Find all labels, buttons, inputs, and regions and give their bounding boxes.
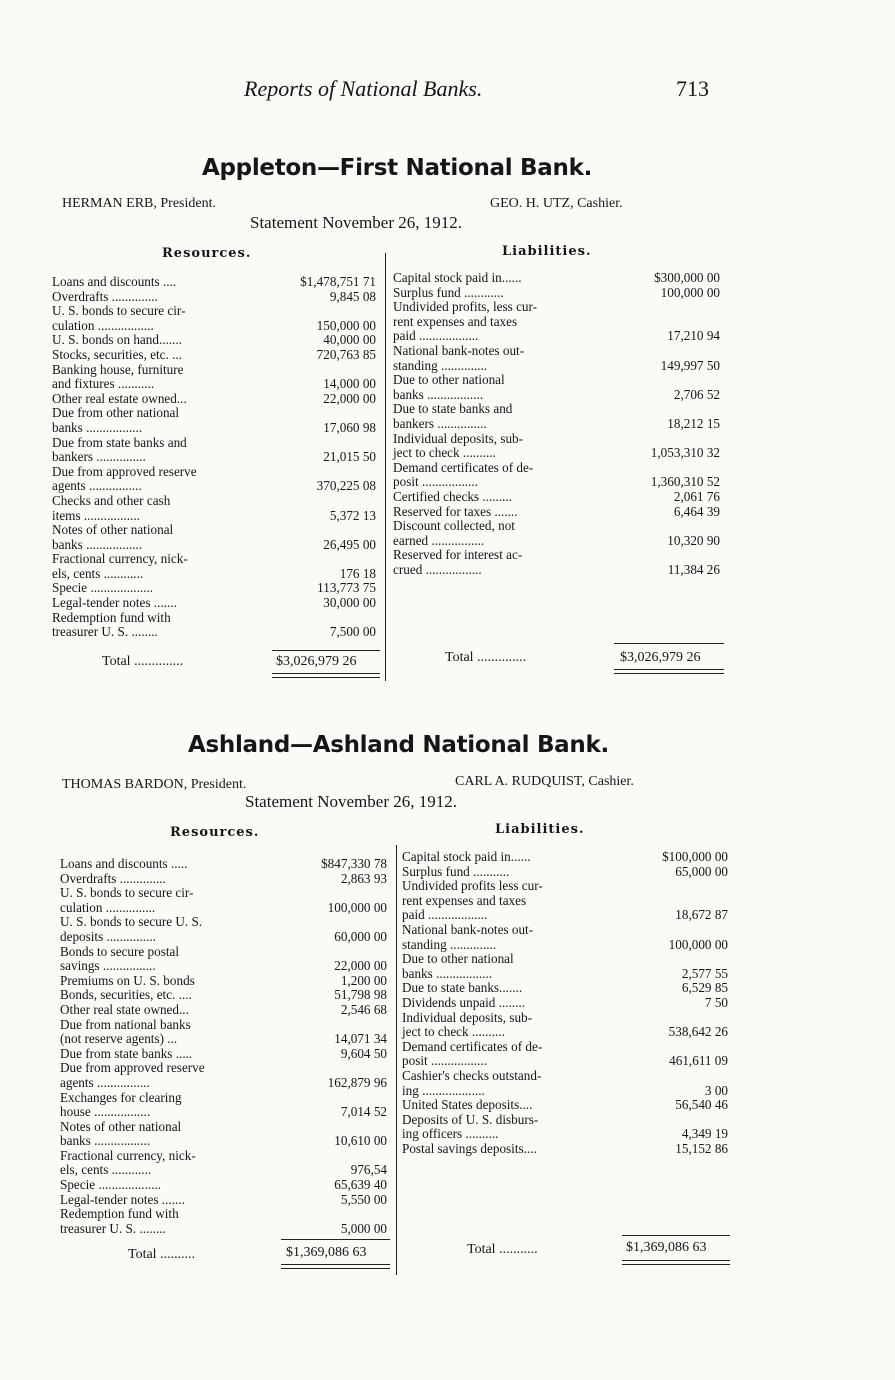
statement-date: Statement November 26, 1912. [250, 213, 462, 232]
liability-item [393, 271, 720, 286]
item-amount: 976,54 [350, 1162, 387, 1178]
statement-date: Statement November 26, 1912. [245, 792, 457, 811]
item-label: Due from national banks (not reserve agents) ... [60, 1016, 191, 1047]
resources-list [52, 275, 376, 640]
item-label: Due from approved reserve agents ................ [60, 1060, 205, 1090]
resource-item [52, 333, 376, 348]
item-amount: 1,360,310 52 [650, 474, 720, 490]
resources-list [60, 857, 387, 1236]
item-amount: 6,529 85 [681, 980, 728, 996]
item-amount: $100,000 00 [662, 849, 728, 864]
resource-item [60, 857, 387, 872]
item-amount: 176 18 [339, 565, 376, 581]
resource-item [52, 494, 376, 523]
item-amount: 5,372 13 [329, 507, 376, 523]
total-rule [281, 1239, 390, 1240]
item-amount: 4,349 19 [681, 1126, 728, 1142]
item-amount: 538,642 26 [668, 1024, 728, 1040]
item-amount: 15,152 86 [675, 1140, 728, 1156]
cashier-name: CARL A. RUDQUIST, Cashier. [455, 774, 634, 789]
item-label: Capital stock paid in...... [393, 270, 522, 285]
item-label: Redemption fund with treasurer U. S. ........ [52, 609, 171, 640]
item-label: Discount collected, not earned ................ [393, 518, 515, 548]
item-label: Fractional currency, nick- els, cents ............ [60, 1147, 196, 1178]
double-rule [622, 1260, 730, 1265]
liability-item [402, 923, 728, 952]
liability-item [402, 865, 728, 880]
liabilities-total: $1,369,086 63 [626, 1240, 707, 1255]
resource-item [52, 611, 376, 640]
item-label: Surplus fund ........... [402, 863, 510, 879]
page-number: 713 [676, 76, 709, 101]
item-label: Due to state banks and bankers ............... [393, 401, 513, 431]
resource-item [52, 596, 376, 611]
item-label: Stocks, securities, etc. ... [52, 346, 183, 362]
resources-heading: Resources. [170, 825, 260, 840]
item-label: Individual deposits, sub- ject to check .......... [402, 1009, 533, 1040]
item-label: Specie ................... [60, 1177, 162, 1193]
resource-item [60, 1120, 387, 1149]
item-amount: 461,611 09 [669, 1053, 728, 1069]
liability-item [402, 1040, 728, 1069]
item-amount: 7,014 52 [340, 1104, 387, 1120]
liability-item [393, 519, 720, 548]
liability-item [393, 300, 720, 344]
item-label: Due from state banks and bankers ............... [52, 434, 187, 465]
item-label: Due from other national banks ................. [52, 405, 180, 435]
item-amount: 162,879 96 [327, 1074, 387, 1090]
liabilities-total-label: Total .............. [445, 650, 527, 665]
item-amount: 18,212 15 [667, 415, 720, 431]
item-amount: 2,546 68 [340, 1001, 387, 1017]
resource-item [52, 581, 376, 596]
resource-item [60, 974, 387, 989]
item-label: Surplus fund ............ [393, 284, 504, 300]
liabilities-heading: Liabilities. [495, 822, 585, 837]
double-rule [272, 673, 380, 678]
item-amount: 1,200 00 [340, 972, 387, 988]
liabilities-total: $3,026,979 26 [620, 650, 701, 665]
liability-item [393, 402, 720, 431]
item-amount: 7,500 00 [329, 624, 376, 640]
cashier-name: GEO. H. UTZ, Cashier. [490, 196, 623, 211]
column-divider [385, 253, 386, 681]
resource-item [60, 915, 387, 944]
item-label: Reserved for taxes ....... [393, 503, 518, 519]
item-label: Notes of other national banks ................. [60, 1118, 182, 1149]
resource-item [60, 945, 387, 974]
resource-item [52, 290, 376, 305]
liability-item [402, 981, 728, 996]
item-label: Due to other national banks ................. [393, 372, 505, 402]
liability-item [402, 879, 728, 923]
item-label: Bonds, securities, etc. .... [60, 987, 192, 1003]
item-label: Certified checks ......... [393, 488, 513, 504]
item-amount: 2,863 93 [340, 870, 387, 886]
item-label: U. S. bonds on hand....... [52, 332, 183, 348]
item-amount: 51,798 98 [334, 987, 387, 1003]
item-amount: 9,604 50 [340, 1045, 387, 1061]
total-rule [622, 1235, 730, 1236]
item-label: Banking house, furniture and fixtures ........... [52, 361, 184, 392]
resource-item [60, 1061, 387, 1090]
item-amount: 2,706 52 [673, 386, 720, 402]
liability-item [402, 1113, 728, 1142]
item-label: Premiums on U. S. bonds [60, 972, 195, 988]
item-amount: 65,000 00 [675, 863, 728, 879]
resource-item [60, 1003, 387, 1018]
liability-item [393, 548, 720, 577]
item-amount: 14,071 34 [334, 1031, 387, 1047]
resources-total: $3,026,979 26 [276, 654, 357, 669]
liability-item [402, 850, 728, 865]
resource-item [60, 886, 387, 915]
item-amount: 1,053,310 32 [650, 445, 720, 461]
item-label: Overdrafts .............. [52, 288, 158, 304]
item-amount: 3 00 [704, 1082, 728, 1098]
item-label: Exchanges for clearing house ................. [60, 1089, 182, 1120]
liabilities-heading: Liabilities. [502, 244, 592, 259]
item-amount: 100,000 00 [327, 899, 387, 915]
liability-item [402, 1069, 728, 1098]
total-rule [614, 643, 724, 644]
item-label: National bank-notes out- standing .............. [393, 342, 525, 373]
bank-title: Ashland—Ashland National Bank. [188, 732, 609, 758]
item-label: Demand certificates of de- posit ................. [402, 1038, 543, 1069]
resource-item [52, 552, 376, 581]
double-rule [614, 669, 724, 674]
liability-item [402, 1011, 728, 1040]
item-amount: 21,015 50 [323, 449, 376, 465]
total-rule [272, 650, 380, 651]
resource-item [52, 275, 376, 290]
item-label: Other real state owned... [60, 1001, 189, 1017]
resource-item [52, 465, 376, 494]
item-amount: 60,000 00 [334, 928, 387, 944]
item-label: U. S. bonds to secure U. S. deposits ............... [60, 914, 203, 944]
item-label: Due from approved reserve agents ................ [52, 463, 197, 494]
item-amount: 9,845 08 [329, 288, 376, 304]
item-label: Loans and discounts ..... [60, 856, 188, 871]
item-amount: 720,763 85 [316, 346, 376, 362]
president-name: THOMAS BARDON, President. [62, 777, 247, 792]
item-amount: 17,060 98 [323, 419, 376, 435]
item-label: Undivided profits, less cur- rent expenses and taxes paid .................. [393, 299, 538, 344]
resource-item [60, 1207, 387, 1236]
item-amount: 26,495 00 [323, 536, 376, 552]
item-label: Fractional currency, nick- els, cents ............ [52, 551, 188, 581]
liability-item [393, 286, 720, 301]
item-amount: 65,639 40 [334, 1177, 387, 1193]
item-amount: 113,773 75 [317, 580, 376, 596]
item-amount: 10,320 90 [667, 532, 720, 548]
resource-item [60, 872, 387, 887]
item-label: Due to other national banks ................. [402, 951, 514, 981]
liabilities-total-label: Total ........... [467, 1242, 538, 1257]
resource-item [52, 304, 376, 333]
item-label: Legal-tender notes ....... [60, 1191, 185, 1207]
item-amount: 22,000 00 [334, 958, 387, 974]
column-divider [396, 845, 397, 1275]
item-amount: 2,061 76 [673, 488, 720, 504]
item-label: Overdrafts .............. [60, 870, 166, 886]
item-amount: $300,000 00 [654, 270, 720, 285]
resources-total-label: Total .......... [128, 1247, 196, 1262]
item-amount: 10,610 00 [334, 1133, 387, 1149]
resource-item [60, 988, 387, 1003]
item-amount: 30,000 00 [323, 595, 376, 611]
item-amount: 6,464 39 [673, 503, 720, 519]
item-label: Individual deposits, sub- ject to check .......... [393, 430, 524, 461]
resource-item [60, 1047, 387, 1062]
item-label: Deposits of U. S. disburs- ing officers .......... [402, 1111, 539, 1142]
liability-item [402, 1142, 728, 1157]
item-label: Notes of other national banks ................. [52, 522, 174, 552]
resource-item [52, 348, 376, 363]
resource-item [60, 1091, 387, 1120]
item-label: Legal-tender notes ....... [52, 595, 177, 611]
resources-heading: Resources. [162, 246, 252, 261]
item-label: U. S. bonds to secure cir- culation ................. [52, 303, 186, 333]
resource-item [60, 1018, 387, 1047]
item-label: Other real estate owned... [52, 390, 187, 406]
item-amount: 5,000 00 [340, 1220, 387, 1236]
double-rule [281, 1264, 390, 1269]
item-amount: 150,000 00 [316, 317, 376, 333]
resource-item [60, 1178, 387, 1193]
item-label: Reserved for interest ac- crued ................. [393, 547, 523, 577]
liabilities-list [402, 850, 728, 1156]
liabilities-list [393, 271, 720, 577]
liability-item [393, 490, 720, 505]
item-amount: 18,672 87 [675, 907, 728, 923]
item-label: Due from state banks ..... [60, 1045, 193, 1061]
item-label: Capital stock paid in...... [402, 849, 531, 864]
item-label: Bonds to secure postal savings ................ [60, 943, 180, 974]
item-amount: 56,540 46 [675, 1097, 728, 1113]
item-amount: 100,000 00 [668, 936, 728, 952]
item-label: Specie ................... [52, 580, 154, 596]
item-amount: 40,000 00 [323, 332, 376, 348]
item-label: Demand certificates of de- posit ................. [393, 459, 534, 490]
resources-total: $1,369,086 63 [286, 1245, 367, 1260]
item-amount: $1,478,751 71 [300, 274, 376, 289]
item-label: Postal savings deposits.... [402, 1140, 537, 1156]
item-amount: 2,577 55 [681, 965, 728, 981]
resource-item [60, 1149, 387, 1178]
liability-item [402, 996, 728, 1011]
liability-item [393, 432, 720, 461]
item-label: Redemption fund with treasurer U. S. ........ [60, 1206, 179, 1236]
bank-title: Appleton—First National Bank. [202, 155, 593, 181]
item-label: Due to state banks....... [402, 980, 523, 996]
item-amount: 17,210 94 [667, 328, 720, 344]
resource-item [52, 406, 376, 435]
item-label: Dividends unpaid ........ [402, 994, 526, 1010]
item-label: Checks and other cash items ................. [52, 492, 171, 523]
liability-item [402, 1098, 728, 1113]
item-amount: $847,330 78 [321, 856, 387, 871]
resource-item [52, 363, 376, 392]
resource-item [60, 1193, 387, 1208]
liability-item [393, 373, 720, 402]
liability-item [393, 344, 720, 373]
resources-total-label: Total .............. [102, 654, 184, 669]
item-amount: 5,550 00 [340, 1191, 387, 1207]
item-label: United States deposits.... [402, 1097, 533, 1113]
resource-item [52, 523, 376, 552]
item-amount: 100,000 00 [660, 284, 720, 300]
item-amount: 11,384 26 [667, 561, 720, 577]
liability-item [402, 952, 728, 981]
item-label: Cashier's checks outstand- ing ................... [402, 1067, 542, 1098]
item-amount: 22,000 00 [323, 390, 376, 406]
item-amount: 14,000 00 [323, 376, 376, 392]
president-name: HERMAN ERB, President. [62, 196, 216, 211]
liability-item [393, 505, 720, 520]
item-label: U. S. bonds to secure cir- culation ............... [60, 885, 194, 915]
item-label: National bank-notes out- standing .............. [402, 921, 534, 952]
item-amount: 7 50 [704, 994, 728, 1010]
item-amount: 149,997 50 [660, 357, 720, 373]
item-label: Loans and discounts .... [52, 274, 177, 289]
item-amount: 370,225 08 [316, 478, 376, 494]
liability-item [393, 461, 720, 490]
running-title: Reports of National Banks. [244, 76, 483, 101]
resource-item [52, 436, 376, 465]
resource-item [52, 392, 376, 407]
item-label: Undivided profits less cur- rent expenses and taxes paid .................. [402, 878, 543, 923]
